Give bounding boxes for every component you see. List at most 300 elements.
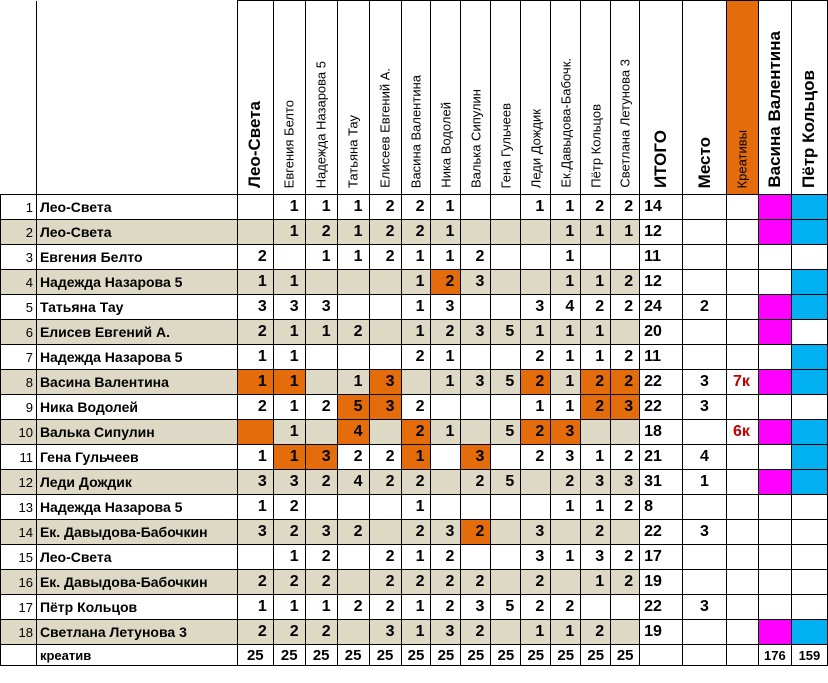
- row-number: 5: [1, 295, 37, 320]
- score-cell: 1: [273, 220, 305, 245]
- participant-name: Надежда Назарова 5: [36, 495, 237, 520]
- table-row: [1, 445, 828, 470]
- vasina-mark: [758, 470, 791, 495]
- score-cell: 1: [237, 345, 273, 370]
- score-cell: 5: [491, 470, 521, 495]
- score-cell: 2: [461, 470, 491, 495]
- score-cell: [551, 520, 581, 545]
- score-cell: 2: [401, 345, 431, 370]
- participant-name: Лео-Света: [36, 220, 237, 245]
- table-row: [1, 345, 828, 370]
- mesto-cell: 1: [683, 470, 727, 495]
- itogo-cell: 19: [640, 620, 683, 645]
- participant-name: Надежда Назарова 5: [36, 270, 237, 295]
- score-cell: 3: [551, 420, 581, 445]
- koltsov-total: 159: [791, 645, 827, 666]
- mesto-cell: 3: [683, 370, 727, 395]
- score-cell: [611, 520, 640, 545]
- score-cell: 2: [521, 420, 551, 445]
- score-cell: [491, 395, 521, 420]
- table-row: [1, 420, 828, 445]
- score-cell: 1: [401, 270, 431, 295]
- score-cell: 3: [581, 470, 611, 495]
- score-cell: [305, 270, 337, 295]
- footer-score: 25: [461, 645, 491, 666]
- mesto-cell: [683, 345, 727, 370]
- score-cell: 1: [273, 595, 305, 620]
- score-cell: [431, 470, 461, 495]
- score-cell: [611, 595, 640, 620]
- score-cell: 2: [305, 570, 337, 595]
- score-cell: 3: [369, 395, 401, 420]
- score-cell: 1: [401, 495, 431, 520]
- row-number: 17: [1, 595, 37, 620]
- score-cell: [369, 495, 401, 520]
- koltsov-mark: [791, 420, 827, 445]
- score-cell: 1: [431, 370, 461, 395]
- score-cell: 1: [581, 495, 611, 520]
- score-cell: 1: [431, 195, 461, 220]
- score-cell: 2: [611, 195, 640, 220]
- score-cell: 2: [401, 220, 431, 245]
- row-number: 8: [1, 370, 37, 395]
- vasina-total: 176: [758, 645, 791, 666]
- score-cell: [369, 420, 401, 445]
- table-row: [1, 370, 828, 395]
- mesto-cell: [683, 495, 727, 520]
- score-cell: 1: [237, 495, 273, 520]
- footer-score: 25: [401, 645, 431, 666]
- column-header: [640, 1, 683, 195]
- column-header-label: Место: [694, 136, 714, 188]
- score-cell: 2: [369, 245, 401, 270]
- footer-score: 25: [337, 645, 369, 666]
- row-number: 15: [1, 545, 37, 570]
- score-cell: 2: [431, 270, 461, 295]
- kreativ-cell: [726, 395, 758, 420]
- score-cell: 2: [237, 570, 273, 595]
- kreativ-cell: [726, 520, 758, 545]
- mesto-cell: [683, 320, 727, 345]
- score-cell: 1: [401, 320, 431, 345]
- column-header-label: Евгения Белто: [281, 99, 297, 188]
- column-header-label: Елисеев Евгений А.: [377, 68, 393, 188]
- column-header-label: Валька Сипулин: [468, 88, 484, 188]
- score-cell: 2: [521, 570, 551, 595]
- row-number: 12: [1, 470, 37, 495]
- score-cell: 2: [581, 370, 611, 395]
- score-cell: [491, 245, 521, 270]
- score-cell: [369, 295, 401, 320]
- score-cell: [369, 320, 401, 345]
- row-number: 1: [1, 195, 37, 220]
- score-cell: 1: [581, 345, 611, 370]
- score-cell: [369, 345, 401, 370]
- score-cell: 2: [611, 295, 640, 320]
- score-cell: [337, 295, 369, 320]
- score-cell: 2: [461, 520, 491, 545]
- footer-score: 25: [551, 645, 581, 666]
- score-cell: 1: [551, 395, 581, 420]
- score-cell: [521, 495, 551, 520]
- score-cell: 1: [305, 195, 337, 220]
- score-cell: 1: [401, 245, 431, 270]
- column-header: [521, 1, 551, 195]
- column-header-label: Леди Дождик: [528, 108, 544, 188]
- table-row: [1, 195, 828, 220]
- score-cell: 3: [581, 545, 611, 570]
- participant-name: Евгения Белто: [36, 245, 237, 270]
- vasina-mark: [758, 570, 791, 595]
- score-cell: 1: [581, 320, 611, 345]
- score-cell: 2: [369, 595, 401, 620]
- score-cell: 1: [237, 270, 273, 295]
- score-cell: 2: [581, 395, 611, 420]
- score-cell: [491, 495, 521, 520]
- score-cell: 2: [581, 520, 611, 545]
- score-cell: 1: [521, 620, 551, 645]
- participant-name: Ника Водолей: [36, 395, 237, 420]
- score-cell: 2: [337, 445, 369, 470]
- footer-score: 25: [581, 645, 611, 666]
- score-cell: 1: [551, 195, 581, 220]
- column-header: [683, 1, 727, 195]
- footer-score: 25: [305, 645, 337, 666]
- column-header: [611, 1, 640, 195]
- mesto-cell: [683, 620, 727, 645]
- score-cell: [491, 345, 521, 370]
- kreativ-cell: [726, 495, 758, 520]
- score-cell: 1: [273, 445, 305, 470]
- row-number: 3: [1, 245, 37, 270]
- footer-blank: [726, 645, 758, 666]
- table-row: [1, 495, 828, 520]
- row-number: 16: [1, 570, 37, 595]
- table-row: [1, 220, 828, 245]
- column-header: [305, 1, 337, 195]
- row-number: 2: [1, 220, 37, 245]
- column-header-label: Ек.Давыдова-Бабочк.: [558, 58, 574, 188]
- participant-name: Гена Гульчеев: [36, 445, 237, 470]
- score-cell: 1: [581, 570, 611, 595]
- footer-score: 25: [491, 645, 521, 666]
- score-cell: 2: [521, 445, 551, 470]
- score-cell: 1: [551, 545, 581, 570]
- score-cell: [369, 520, 401, 545]
- kreativ-cell: [726, 345, 758, 370]
- itogo-cell: 11: [640, 345, 683, 370]
- vasina-mark: [758, 295, 791, 320]
- participant-name: Светлана Летунова 3: [36, 620, 237, 645]
- score-cell: 3: [521, 295, 551, 320]
- itogo-cell: 22: [640, 395, 683, 420]
- kreativ-cell: [726, 195, 758, 220]
- participant-name: Ек. Давыдова-Бабочкин: [36, 520, 237, 545]
- vasina-mark: [758, 395, 791, 420]
- itogo-cell: 19: [640, 570, 683, 595]
- score-cell: [521, 270, 551, 295]
- itogo-cell: 12: [640, 270, 683, 295]
- kreativ-cell: [726, 220, 758, 245]
- itogo-cell: 11: [640, 245, 683, 270]
- score-cell: 1: [273, 345, 305, 370]
- score-cell: 1: [337, 245, 369, 270]
- column-header-label: Татьяна Тау: [345, 114, 361, 188]
- row-number: 4: [1, 270, 37, 295]
- score-cell: 2: [273, 620, 305, 645]
- mesto-cell: [683, 545, 727, 570]
- score-cell: 5: [491, 420, 521, 445]
- score-cell: 3: [305, 520, 337, 545]
- score-cell: 3: [461, 445, 491, 470]
- mesto-cell: [683, 420, 727, 445]
- kreativ-cell: [726, 570, 758, 595]
- column-header: [758, 1, 791, 195]
- score-cell: 5: [337, 395, 369, 420]
- score-cell: [491, 220, 521, 245]
- score-cell: 2: [305, 620, 337, 645]
- kreativ-cell: 7к: [726, 370, 758, 395]
- score-cell: [461, 495, 491, 520]
- itogo-cell: 22: [640, 520, 683, 545]
- score-cell: 1: [401, 545, 431, 570]
- column-header-label: ИТОГО: [651, 129, 671, 188]
- score-cell: [491, 545, 521, 570]
- score-cell: [337, 345, 369, 370]
- column-header-label: Ника Водолей: [438, 102, 454, 188]
- score-cell: 1: [273, 420, 305, 445]
- score-cell: 3: [237, 295, 273, 320]
- score-cell: 2: [369, 195, 401, 220]
- score-cell: 5: [491, 320, 521, 345]
- itogo-cell: 31: [640, 470, 683, 495]
- koltsov-mark: [791, 570, 827, 595]
- score-cell: 2: [337, 320, 369, 345]
- score-cell: 1: [237, 445, 273, 470]
- score-cell: 1: [337, 220, 369, 245]
- participant-name: Леди Дождик: [36, 470, 237, 495]
- score-cell: [337, 570, 369, 595]
- vasina-mark: [758, 220, 791, 245]
- column-header-label: Надежда Назарова 5: [313, 60, 329, 188]
- header-row: [1, 1, 828, 195]
- table-row: [1, 295, 828, 320]
- score-cell: 1: [551, 370, 581, 395]
- score-cell: 1: [551, 245, 581, 270]
- row-number: 18: [1, 620, 37, 645]
- score-cell: 5: [491, 370, 521, 395]
- koltsov-mark: [791, 270, 827, 295]
- score-cell: [581, 420, 611, 445]
- vasina-mark: [758, 495, 791, 520]
- score-cell: 3: [305, 295, 337, 320]
- score-cell: [431, 495, 461, 520]
- score-cell: 1: [551, 495, 581, 520]
- score-cell: [431, 445, 461, 470]
- koltsov-mark: [791, 370, 827, 395]
- score-cell: 2: [273, 520, 305, 545]
- score-cell: 3: [551, 445, 581, 470]
- score-cell: 1: [521, 320, 551, 345]
- row-number: 7: [1, 345, 37, 370]
- column-header: [369, 1, 401, 195]
- row-number: 13: [1, 495, 37, 520]
- column-header: [431, 1, 461, 195]
- score-cell: 1: [337, 195, 369, 220]
- score-cell: 3: [611, 470, 640, 495]
- score-cell: 2: [369, 570, 401, 595]
- score-cell: 1: [431, 420, 461, 445]
- score-cell: 3: [431, 520, 461, 545]
- koltsov-mark: [791, 245, 827, 270]
- score-cell: 1: [611, 220, 640, 245]
- footer-blank: [640, 645, 683, 666]
- score-cell: [491, 445, 521, 470]
- score-cell: [305, 345, 337, 370]
- score-cell: 2: [431, 545, 461, 570]
- participant-name: Елисев Евгений А.: [36, 320, 237, 345]
- score-cell: [491, 570, 521, 595]
- kreativ-cell: [726, 595, 758, 620]
- column-header: [551, 1, 581, 195]
- koltsov-mark: [791, 345, 827, 370]
- score-cell: 1: [401, 620, 431, 645]
- table-row: [1, 620, 828, 645]
- score-cell: [611, 320, 640, 345]
- score-cell: 2: [581, 295, 611, 320]
- kreativ-cell: 6к: [726, 420, 758, 445]
- score-cell: 1: [305, 595, 337, 620]
- score-cell: 2: [273, 495, 305, 520]
- koltsov-mark: [791, 395, 827, 420]
- score-cell: 2: [337, 520, 369, 545]
- score-cell: 2: [611, 445, 640, 470]
- score-cell: 1: [431, 345, 461, 370]
- column-header-label: Пётр Кольцов: [588, 104, 604, 188]
- mesto-cell: 3: [683, 520, 727, 545]
- score-cell: 2: [431, 595, 461, 620]
- score-cell: [521, 470, 551, 495]
- kreativ-cell: [726, 245, 758, 270]
- score-cell: 2: [521, 595, 551, 620]
- score-cell: 3: [431, 620, 461, 645]
- score-cell: 1: [305, 320, 337, 345]
- score-cell: 2: [305, 220, 337, 245]
- score-cell: [581, 245, 611, 270]
- score-cell: [337, 495, 369, 520]
- score-cell: 2: [551, 470, 581, 495]
- mesto-cell: 2: [683, 295, 727, 320]
- score-cell: [491, 195, 521, 220]
- row-number: 6: [1, 320, 37, 345]
- column-header-label: Гена Гульчеев: [498, 102, 514, 188]
- score-cell: [611, 620, 640, 645]
- score-cell: 2: [521, 370, 551, 395]
- score-cell: 1: [401, 445, 431, 470]
- vasina-mark: [758, 620, 791, 645]
- corner-blank: [1, 1, 37, 195]
- score-cell: 2: [461, 245, 491, 270]
- footer-blank: [683, 645, 727, 666]
- koltsov-mark: [791, 295, 827, 320]
- koltsov-mark: [791, 445, 827, 470]
- table-row: [1, 470, 828, 495]
- score-cell: [461, 195, 491, 220]
- column-header: [791, 1, 827, 195]
- koltsov-mark: [791, 320, 827, 345]
- score-cell: [521, 245, 551, 270]
- column-header: [337, 1, 369, 195]
- vasina-mark: [758, 595, 791, 620]
- koltsov-mark: [791, 520, 827, 545]
- score-cell: [237, 195, 273, 220]
- mesto-cell: [683, 195, 727, 220]
- score-cell: [521, 220, 551, 245]
- mesto-cell: 3: [683, 595, 727, 620]
- footer-score: 25: [273, 645, 305, 666]
- koltsov-mark: [791, 470, 827, 495]
- mesto-cell: [683, 220, 727, 245]
- participant-name: Лео-Света: [36, 545, 237, 570]
- score-cell: [337, 620, 369, 645]
- mesto-cell: [683, 245, 727, 270]
- score-cell: 1: [273, 320, 305, 345]
- score-cell: 1: [521, 395, 551, 420]
- score-cell: 1: [551, 220, 581, 245]
- itogo-cell: 14: [640, 195, 683, 220]
- score-cell: [401, 370, 431, 395]
- score-cell: 2: [521, 345, 551, 370]
- score-cell: 3: [461, 595, 491, 620]
- koltsov-mark: [791, 545, 827, 570]
- score-cell: 2: [461, 620, 491, 645]
- itogo-cell: 12: [640, 220, 683, 245]
- column-header: [581, 1, 611, 195]
- score-cell: 3: [273, 470, 305, 495]
- row-number: 11: [1, 445, 37, 470]
- score-cell: 1: [431, 220, 461, 245]
- participant-name: Пётр Кольцов: [36, 595, 237, 620]
- score-cell: 2: [611, 570, 640, 595]
- participant-name: Валька Сипулин: [36, 420, 237, 445]
- score-cell: [491, 270, 521, 295]
- column-header: [237, 1, 273, 195]
- vasina-mark: [758, 520, 791, 545]
- corner-blank-names: [36, 1, 237, 195]
- score-cell: [237, 545, 273, 570]
- score-cell: 1: [401, 295, 431, 320]
- score-cell: 2: [431, 570, 461, 595]
- score-cell: 1: [551, 270, 581, 295]
- score-cell: 1: [581, 220, 611, 245]
- score-cell: 2: [401, 195, 431, 220]
- footer-score: 25: [369, 645, 401, 666]
- footer-score: 25: [521, 645, 551, 666]
- score-cell: 1: [401, 595, 431, 620]
- vasina-mark: [758, 370, 791, 395]
- column-header: [273, 1, 305, 195]
- itogo-cell: 22: [640, 370, 683, 395]
- score-cell: 3: [369, 620, 401, 645]
- score-cell: 3: [305, 445, 337, 470]
- score-cell: 2: [611, 345, 640, 370]
- vasina-mark: [758, 545, 791, 570]
- score-cell: 4: [337, 470, 369, 495]
- itogo-cell: 22: [640, 595, 683, 620]
- participant-name: Татьяна Тау: [36, 295, 237, 320]
- koltsov-mark: [791, 195, 827, 220]
- score-cell: 2: [431, 320, 461, 345]
